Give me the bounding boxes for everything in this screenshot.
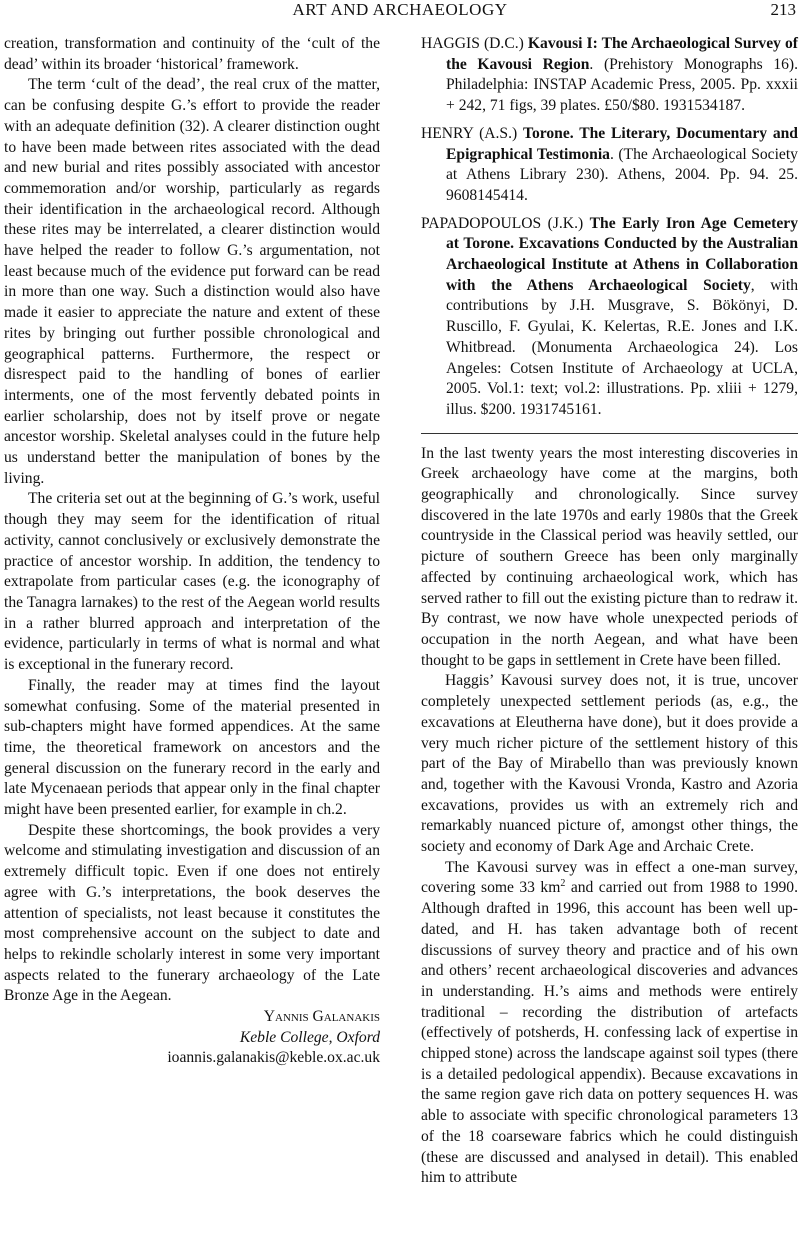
running-header <box>0 0 800 22</box>
book-entry-henry <box>421 124 798 207</box>
book-title: The Early Iron Age Cemetery at Torone. Excavations Conducted by the Australian Archaeological Institute at Athens in Collaboration with the Athens Archaeological Society <box>446 214 799 294</box>
reviewer-affiliation: Keble College, Oxford <box>239 1028 380 1046</box>
review-paragraph: Haggis’ Kavousi survey does not, it is true, uncover completely unexpected settlement periods (as, e.g., the excavations at Eleutherna have done), but it does provide a very much richer picture of the settlement history of this part of the Bay of Mirabello than was previously known and, together with the Kavousi Vronda, Kastro and Azoria excavations, provides us with an extremely rich and remarkably nuanced picture of, amongst other things, the society and economy of Dark Age and Archaic Crete. <box>421 672 798 856</box>
book-details: , with contributions by J.H. Musgrave, S. Bökönyi, D. Ruscillo, F. Gyulai, K. Kelertas, R.E. Jones and I.K. Whitbread. (Monumenta Archaeologica 24). Los Angeles: Cotsen Institute of Archaeology at UCLA, 2005. Vol.1: text; vol.2: illustrations. Pp. xliii + 1279, illus. $200. 1931745161. <box>446 276 798 418</box>
superscript: 2 <box>560 878 566 890</box>
review-paragraph: Despite these shortcomings, the book provides a very welcome and stimulating investigation and discussion of an extremely difficult topic. Even if one does not entirely agree with G.’s interpretations, the book deserves the attention of specialists, not least because it constitutes the most comprehensive account on the subject to date and helps to rekindle scholarly interest in some very important aspects related to the funerary archaeology of the Late Bronze Age in the Aegean. <box>4 821 380 1005</box>
section-divider <box>421 433 798 434</box>
right-column <box>421 34 798 1189</box>
review-paragraph: creation, transformation and continuity of the ‘cult of the dead’ within its broader ‘historical’ framework. <box>4 35 380 73</box>
book-author: PAPADOPOULOS (J.K.) <box>421 214 584 232</box>
left-column <box>4 34 380 1069</box>
book-title: Torone. The Literary, Documentary and Epigraphical Testimonia <box>446 124 798 163</box>
reviewer-name: Yannis Galanakis <box>263 1008 380 1026</box>
review-paragraph: Finally, the reader may at times find the layout somewhat confusing. Some of the material presented in sub-chapters might have formed appendices. At the same time, the theoretical framework on ancestors and the general discussion on the funerary record in the early and late Mycenaean periods that appear only in the final chapter might have been presented earlier, for example in ch.2. <box>4 676 380 819</box>
running-title: ART AND ARCHAEOLOGY <box>292 0 508 19</box>
reviewer-email: ioannis.galanakis@keble.ox.ac.uk <box>167 1049 380 1067</box>
review-paragraph: The term ‘cult of the dead’, the real crux of the matter, can be confusing despite G.’s effort to provide the reader with an adequate definition (32). A clearer distinction ought to have been made between rites associated with the dead and new burial and rites possibly associated with ancestor commemoration and/or worship, particularly as regards their identification in the archaeological record. Although these rites may be interrelated, a clearer distinction would have helped the reader to follow G.’s argumentation, not least because much of the evidence put forward can be read in more than one way. Such a distinction would also have made it easier to appreciate the nature and extent of these rites by bringing out further possible chronological and geographical patterns. Furthermore, the respect or disrespect paid to the handling of bones of earlier interments, one of the most fervently debated points in earlier scholarship, does not by itself prove or negate ancestor worship. Skeletal analyses could in the future help us understand better the manipulation of bones by the living. <box>4 76 380 487</box>
book-entry-papadopoulos <box>421 214 798 421</box>
page-number: 213 <box>770 0 796 19</box>
text-segment: The Kavousi survey was in effect a one-man survey, covering some 33 km <box>421 858 798 897</box>
review-paragraph <box>421 858 798 1189</box>
book-title-plain: Kavousi <box>527 35 583 52</box>
text-segment: and carried out from 1988 to 1990. Although drafted in 1996, this account has been well up-dated, and H. has taken advantage both of recent discussions of survey theory and practice and of his own and others’ recent archaeological discoveries and advances in understanding. H.’s aims and methods were entirely traditional – recording the distribution of artefacts (effectively of potsherds, H. confessing lack of expertise in chipped stone) across the landscape against soil types (there is a detailed pedological appendix). Because excavations in the same region gave rich data on pottery sequences H. was able to associate with specific chronological parameters 13 of the 18 coarseware fabrics which he could distinguish (these are discussed and analysed in detail). This enabled him to attribute <box>421 879 799 1187</box>
review-paragraph: In the last twenty years the most interesting discoveries in Greek archaeology have come at the margins, both geographically and chronologically. Since survey discovered in the late 1970s and early 1980s that the Greek countryside in the Classical period was heavily settled, our picture of southern Greece has been only marginally affected by continuing archaeological work, which has served rather to fill out the existing picture than to redraw it. By contrast, we now have whole unexpected periods of occupation in the north Aegean, and what have been thought to be gaps in settlement in Crete have been filled. <box>421 444 798 669</box>
book-title: I: The Archaeological Survey of the Kavousi Region <box>446 35 798 73</box>
book-details: . (Prehistory Monographs 16). Philadelphia: INSTAP Academic Press, 2005. Pp. xxxii + 242, 71 figs, 39 plates. £50/$80. 1931534187. <box>446 55 799 115</box>
book-entry-haggis <box>421 34 798 117</box>
book-author: HENRY (A.S.) <box>421 124 518 142</box>
book-details: . (The Archaeological Society at Athens Library 230). Athens, 2004. Pp. 94. 25. 9608145414. <box>446 145 798 204</box>
review-paragraph: The criteria set out at the beginning of G.’s work, useful though they may seem for the identification of ritual activity, cannot conclusively or exclusively demonstrate the practice of ancestor worship. In addition, the tendency to extrapolate from particular cases (e.g. the iconography of the Tanagra larnakes) to the rest of the Aegean world results in a rather blurred approach and interpretation of the evidence, particularly in terms of what is normal and what is exceptional in the funerary record. <box>4 490 380 674</box>
book-author: HAGGIS (D.C.) <box>421 35 524 52</box>
